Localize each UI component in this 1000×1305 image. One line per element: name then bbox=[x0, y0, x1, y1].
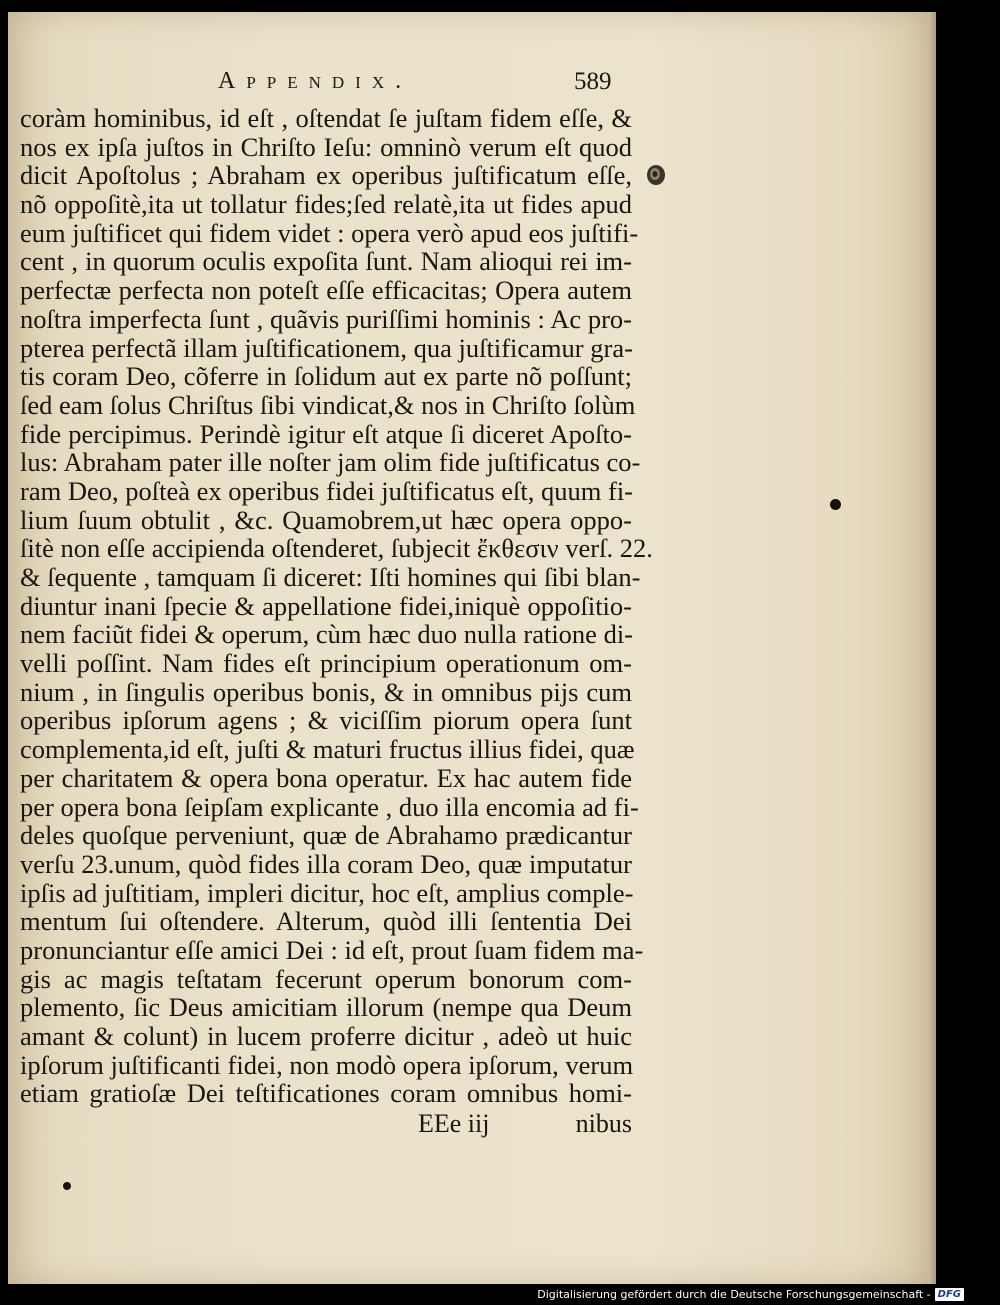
text-line: ram Deo, poſteà ex operibus fidei juſtificatus eſt, quum fi- bbox=[20, 475, 634, 506]
text-line: diuntur inani ſpecie & appellatione fidei,iniquè oppoſitio- bbox=[20, 590, 632, 621]
text-line: nos ex ipſa juſtos in Chriſto Ieſu: omninò verum eſt quod bbox=[20, 131, 632, 162]
text-line: nium , in ſingulis operibus bonis, & in omnibus pijs cum bbox=[20, 676, 632, 707]
dfg-logo-icon: DFG bbox=[935, 1288, 964, 1301]
text-line: perfectæ perfecta non poteſt eſſe efficacitas; Opera autem bbox=[20, 275, 632, 306]
text-line: ſitè non eſſe accipienda oſtenderet, ſubjecit ἔκθεσιν verſ. 22. bbox=[20, 533, 653, 564]
text-line: gis ac magis teſtatam fecerunt operum bonorum com- bbox=[20, 963, 632, 994]
catchword: nibus bbox=[575, 1109, 632, 1138]
text-line: per charitatem & opera bona operatur. Ex hac autem fide bbox=[20, 762, 632, 793]
running-head: Appendix. bbox=[218, 68, 413, 94]
text-line: pterea perfectã illam juſtificationem, qua juſtificamur gra- bbox=[20, 332, 633, 363]
text-line: tis coram Deo, cõferre in ſolidum aut ex parte nõ poſſunt; bbox=[20, 361, 632, 392]
text-line: lus: Abraham pater ille noſter jam olim fide juſtificatus co- bbox=[20, 447, 641, 478]
page-number: 589 bbox=[574, 68, 612, 95]
text-line: dicit Apoſtolus ; Abraham ex operibus juſtificatum eſſe, bbox=[20, 160, 632, 191]
text-line: eum juſtificet qui fidem videt : opera verò apud eos juſtifi- bbox=[20, 217, 639, 248]
page-edge bbox=[928, 12, 936, 1284]
text-line: nõ oppoſitè,ita ut tollatur fides;ſed relatè,ita ut fides apud bbox=[20, 189, 632, 220]
text-line: per opera bona ſeipſam explicante , duo illa encomia ad fi- bbox=[20, 791, 639, 822]
text-line: noſtra imperfecta ſunt , quãvis puriſſimi hominis : Ac pro- bbox=[20, 303, 632, 334]
text-line: ipſorum juſtificanti fidei, non modò opera ipſorum, verum bbox=[20, 1049, 634, 1080]
text-line: cent , in quorum oculis expoſita ſunt. Nam alioqui rei im- bbox=[20, 246, 632, 277]
text-line: complementa,id eſt, juſti & maturi fructus illius fidei, quæ bbox=[20, 734, 635, 765]
ink-blot-icon bbox=[830, 499, 841, 510]
digitization-credit bbox=[537, 1288, 964, 1301]
text-line: & ſequente , tamquam ſi diceret: Iſti homines qui ſibi blan- bbox=[20, 562, 641, 592]
text-line: amant & colunt) in lucem proferre dicitur , adeò ut huic bbox=[20, 1021, 632, 1051]
text-line: pronunciantur eſſe amici Dei : id eſt, prout ſuam fidem ma- bbox=[20, 934, 644, 965]
text-line: verſu 23.unum, quòd fides illa coram Deo, quæ imputatur bbox=[20, 848, 632, 879]
text-line: mentum ſui oſtendere. Alterum, quòd illi ſententia Dei bbox=[20, 906, 632, 937]
ink-blot-icon bbox=[63, 1182, 71, 1190]
text-line: lium ſuum obtulit , &c. Quamobrem,ut hæc opera oppo- bbox=[20, 504, 632, 535]
text-line: ipſis ad juſtitiam, impleri dicitur, hoc eſt, amplius comple- bbox=[20, 877, 634, 908]
credit-text: Digitalisierung gefördert durch die Deutsche Forschungsgemeinschaft - bbox=[537, 1288, 931, 1301]
text-line: nem faciũt fidei & operum, cùm hæc duo nulla ratione di- bbox=[20, 619, 634, 650]
text-line: etiam gratioſæ Dei teſtificationes coram omnibus homi- bbox=[20, 1078, 632, 1109]
signature-mark: EEe iij bbox=[418, 1109, 490, 1138]
text-line: coràm hominibus, id eſt , oſtendat ſe juſtam fidem eſſe, & bbox=[20, 103, 632, 133]
body-text bbox=[20, 103, 653, 1109]
text-line: deles quoſque perveniunt, quæ de Abrahamo prædicantur bbox=[20, 820, 632, 851]
book-page bbox=[8, 12, 928, 1284]
text-line: operibus ipſorum agens ; & viciſſim piorum opera ſunt bbox=[20, 705, 632, 736]
text-line: fide percipimus. Perindè igitur eſt atque ſi diceret Apoſto- bbox=[20, 418, 632, 449]
ink-stain-icon bbox=[645, 162, 667, 188]
text-line: ſed eam ſolus Chriſtus ſibi vindicat,& nos in Chriſto ſolùm bbox=[20, 389, 636, 420]
text-line: plemento, ſic Deus amicitiam illorum (nempe qua Deum bbox=[20, 992, 632, 1023]
text-line: velli poſſint. Nam fides eſt principium operationum om- bbox=[20, 648, 632, 679]
